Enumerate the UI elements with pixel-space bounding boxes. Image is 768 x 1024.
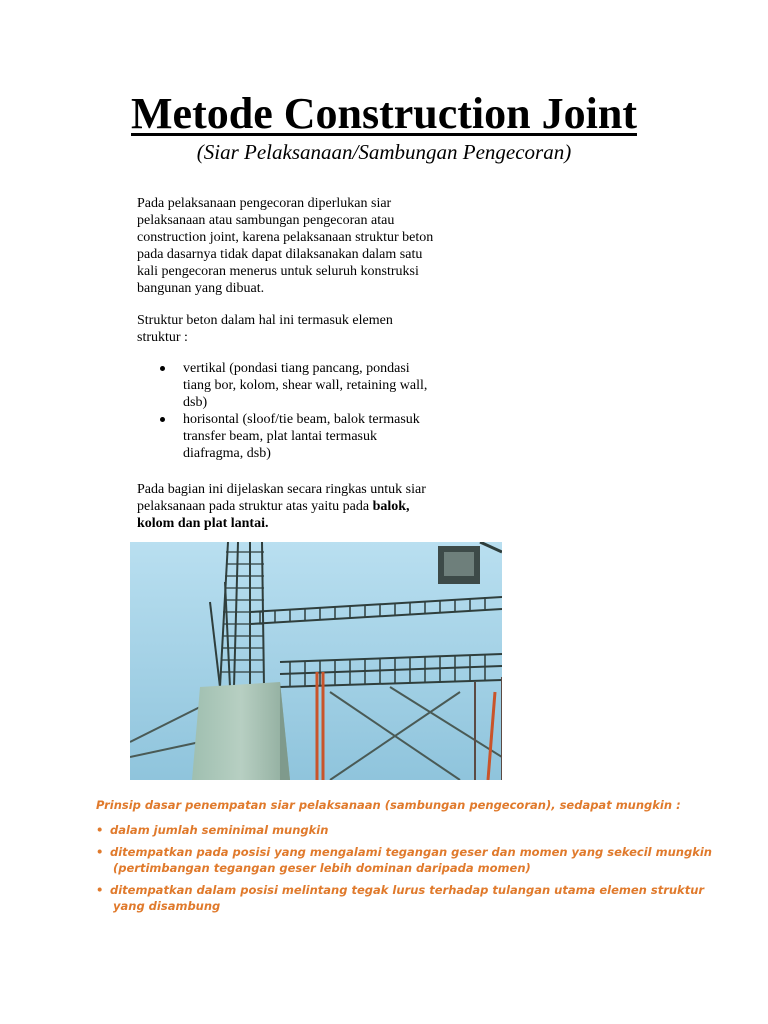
scope-text: Pada bagian ini dijelaskan secara ringkas untuk siar pelaksanaan pada struktur atas yaitu pada	[137, 482, 426, 514]
list-item: horisontal (sloof/tie beam, balok termasuk transfer beam, plat lantai termasuk diafragma, dsb)	[160, 411, 430, 462]
principle-item-3	[96, 882, 705, 914]
principle-item-2	[96, 844, 712, 876]
principle-item-1: • dalam jumlah seminimal mungkin	[96, 822, 696, 838]
principle-item-2-line1: • ditempatkan pada posisi yang mengalami tegangan geser dan momen yang sekecil mungkin	[96, 844, 696, 860]
element-list	[160, 360, 430, 462]
list-item: vertikal (pondasi tiang pancang, pondasi tiang bor, kolom, shear wall, retaining wall, dsb)	[160, 360, 430, 411]
elements-paragraph: Struktur beton dalam hal ini termasuk elemen struktur :	[137, 313, 393, 345]
scope-bold-text: balok, kolom dan plat lantai.	[137, 499, 410, 531]
principle-item-2-line2: (pertimbangan tegangan geser lebih dominan daripada momen)	[113, 861, 531, 875]
principle-item-3-line1: • ditempatkan dalam posisi melintang tegak lurus terhadap tulangan utama elemen struktur	[96, 882, 696, 898]
page-title	[0, 88, 768, 140]
construction-photo	[130, 542, 502, 780]
title-text: Metode Construction Joint	[131, 89, 637, 138]
principle-item-3-line2: yang disambung	[113, 899, 221, 913]
intro-paragraph: Pada pelaksanaan pengecoran diperlukan siar pelaksanaan atau sambungan pengecoran atau construction joint, karena pelaksanaan struktur beton pada dasarnya tidak dapat dilaksanakan dalam satu kali pengecoran menerus untuk seluruh konstruksi bangunan yang dibuat.	[137, 196, 434, 296]
principles-heading: Prinsip dasar penempatan siar pelaksanaan (sambungan pengecoran), sedapat mungkin :	[96, 798, 681, 812]
page-subtitle: (Siar Pelaksanaan/Sambungan Pengecoran)	[196, 140, 572, 164]
scope-paragraph	[137, 481, 437, 532]
